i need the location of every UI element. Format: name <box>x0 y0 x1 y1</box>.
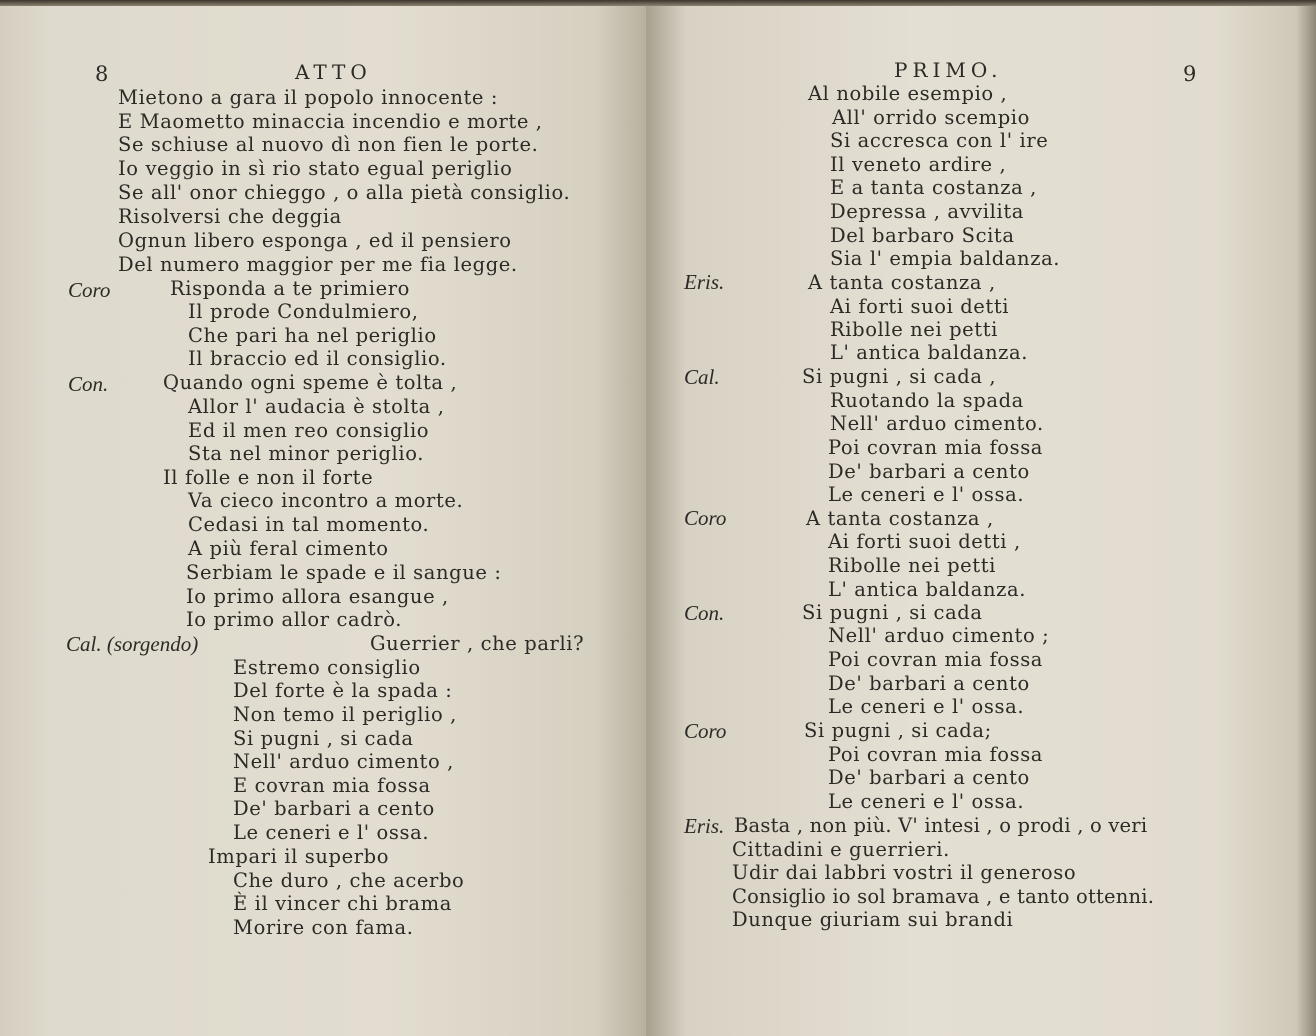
verse-line: Se all' onor chieggo , o alla pietà consiglio. <box>118 181 571 204</box>
verse-line: Guerrier , che parli? <box>370 632 585 655</box>
verse-line: Io primo allor cadrò. <box>186 608 403 631</box>
verse-line: All' orrido scempio <box>832 106 1030 129</box>
left-page <box>0 0 646 1036</box>
verse-line: De' barbari a cento <box>828 766 1030 789</box>
verse-line: Che pari ha nel periglio <box>188 324 437 347</box>
verse-line: Del forte è la spada : <box>233 679 453 702</box>
verse-line: Si pugni , si cada <box>802 601 983 624</box>
verse-line: Consiglio io sol bramava , e tanto ottenni. <box>732 885 1155 908</box>
verse-line: Il veneto ardire , <box>830 153 1007 176</box>
verse-line: Le ceneri e l' ossa. <box>828 483 1025 506</box>
verse-line: Le ceneri e l' ossa. <box>233 821 430 844</box>
verse-line: Impari il superbo <box>208 845 390 868</box>
verse-line: Udir dai labbri vostri il generoso <box>732 861 1077 884</box>
verse-line: Ai forti suoi detti , <box>828 530 1021 553</box>
verse-line: E covran mia fossa <box>233 774 431 797</box>
verse-line: Io veggio in sì rio stato egual periglio <box>118 157 513 180</box>
verse-line: Se schiuse al nuovo dì non fien le porte. <box>118 133 539 156</box>
verse-line: Il folle e non il forte <box>163 466 374 489</box>
verse-line: Le ceneri e l' ossa. <box>828 695 1025 718</box>
verse-line: Nell' arduo cimento , <box>233 750 454 773</box>
verse-line: Risponda a te primiero <box>170 277 410 300</box>
verse-line: Allor l' audacia è stolta , <box>188 395 445 418</box>
verse-line: Nell' arduo cimento ; <box>828 624 1050 647</box>
speaker-label: Cal. <box>684 365 720 389</box>
speaker-label: Coro <box>684 506 727 530</box>
verse-line: Risolversi che deggia <box>118 205 342 228</box>
verse-line: De' barbari a cento <box>828 672 1030 695</box>
verse-line: Mietono a gara il popolo innocente : <box>118 86 499 109</box>
running-head: PRIMO. <box>894 58 1003 82</box>
verse-line: Si pugni , si cada <box>233 727 414 750</box>
speaker-label: Con. <box>684 601 725 625</box>
page-number: 8 <box>95 62 109 86</box>
verse-line: Al nobile esempio , <box>808 82 1008 105</box>
verse-line: Sta nel minor periglio. <box>188 442 425 465</box>
verse-line: Ribolle nei petti <box>830 318 999 341</box>
verse-line: Le ceneri e l' ossa. <box>828 790 1025 813</box>
verse-line: A più feral cimento <box>188 537 389 560</box>
top-edge <box>0 0 646 6</box>
verse-line: Depressa , avvilita <box>830 200 1024 223</box>
verse-line: L' antica baldanza. <box>830 341 1029 364</box>
verse-line: Poi covran mia fossa <box>828 436 1044 459</box>
verse-line: Ed il men reo consiglio <box>188 419 430 442</box>
verse-line: A tanta costanza , <box>808 271 996 294</box>
verse-line: Io primo allora esangue , <box>186 585 449 608</box>
verse-line: E Maometto minaccia incendio e morte , <box>118 110 543 133</box>
speaker-label: Eris. <box>684 270 725 294</box>
verse-line: Poi covran mia fossa <box>828 648 1044 671</box>
verse-line: Serbiam le spade e il sangue : <box>186 561 502 584</box>
verse-line: È il vincer chi brama <box>233 892 452 915</box>
verse-line: A tanta costanza , <box>806 507 994 530</box>
speaker-label: Coro <box>684 719 727 743</box>
verse-line: Del barbaro Scita <box>830 224 1015 247</box>
verse-line: Cedasi in tal momento. <box>188 513 430 536</box>
speaker-label: Eris. <box>684 814 725 838</box>
verse-line: L' antica baldanza. <box>828 578 1027 601</box>
verse-line: Poi covran mia fossa <box>828 743 1044 766</box>
verse-line: Che duro , che acerbo <box>233 869 465 892</box>
verse-line: De' barbari a cento <box>828 460 1030 483</box>
running-head: ATTO <box>295 60 372 84</box>
verse-line: Cittadini e guerrieri. <box>732 838 950 861</box>
verse-line: Dunque giuriam sui brandi <box>732 908 1014 931</box>
verse-line: Basta , non più. V' intesi , o prodi , o veri <box>734 814 1148 837</box>
verse-line: Ribolle nei petti <box>828 554 997 577</box>
verse-line: Estremo consiglio <box>233 656 421 679</box>
verse-line: Il braccio ed il consiglio. <box>188 347 447 370</box>
speaker-label: Cal. (sorgendo) <box>66 632 199 656</box>
verse-line: E a tanta costanza , <box>830 176 1037 199</box>
speaker-label: Coro <box>68 278 111 302</box>
verse-line: Non temo il periglio , <box>233 703 457 726</box>
verse-line: Del numero maggior per me fia legge. <box>118 253 518 276</box>
verse-line: Ruotando la spada <box>830 389 1024 412</box>
verse-line: Si pugni , si cada; <box>804 719 992 742</box>
right-page <box>646 0 1316 1036</box>
verse-line: Morire con fama. <box>233 916 414 939</box>
verse-line: De' barbari a cento <box>233 797 435 820</box>
speaker-label: Con. <box>68 372 109 396</box>
verse-line: Si accresca con l' ire <box>830 129 1049 152</box>
top-edge <box>646 0 1316 6</box>
verse-line: Nell' arduo cimento. <box>830 412 1044 435</box>
page-number: 9 <box>1183 62 1197 86</box>
verse-line: Sia l' empia baldanza. <box>830 247 1061 270</box>
verse-line: Ai forti suoi detti <box>830 295 1010 318</box>
verse-line: Il prode Condulmiero, <box>188 300 419 323</box>
verse-line: Si pugni , si cada , <box>802 365 997 388</box>
verse-line: Va cieco incontro a morte. <box>188 489 464 512</box>
verse-line: Quando ogni speme è tolta , <box>163 371 458 394</box>
verse-line: Ognun libero esponga , ed il pensiero <box>118 229 512 252</box>
